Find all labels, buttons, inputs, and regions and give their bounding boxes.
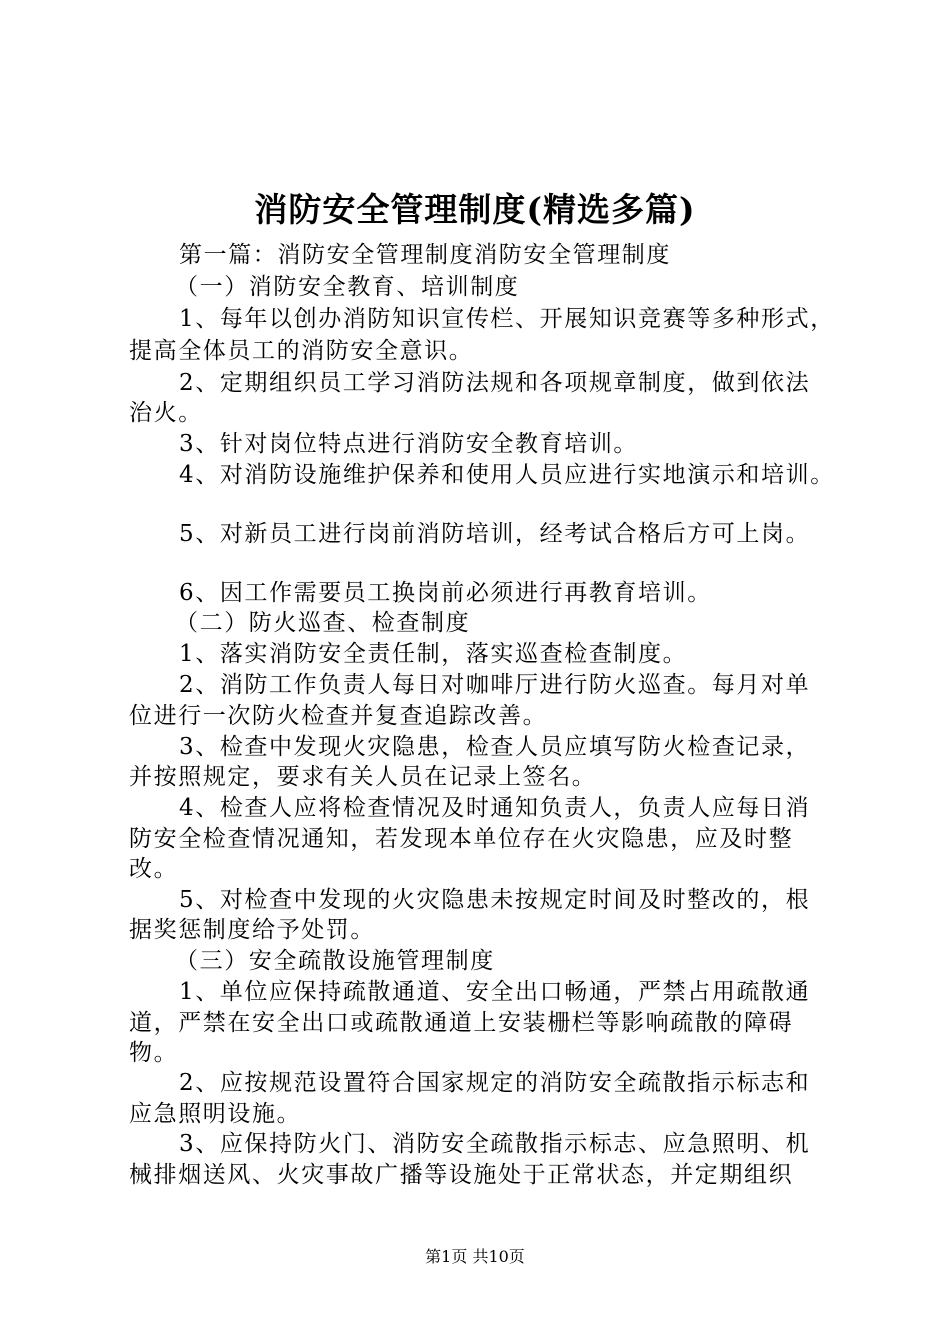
subsection-heading: （三）安全疏散设施管理制度 [175,948,495,974]
paragraph-line: 2、定期组织员工学习消防法规和各项规章制度，做到依法 [179,370,811,396]
paragraph-line: 位进行一次防火检查并复查追踪改善。 [129,703,548,729]
subsection-heading: （二）防火巡查、检查制度 [175,610,471,636]
paragraph-line: 治火。 [129,400,203,426]
paragraph-line: 并按照规定，要求有关人员在记录上签名。 [129,764,597,790]
paragraph-line: 3、检查中发现火灾隐患，检查人员应填写防火检查记录， [179,734,811,760]
subsection-heading: （一）消防安全教育、培训制度 [175,274,520,300]
paragraph-line: 1、单位应保持疏散通道、安全出口畅通，严禁占用疏散通 [179,979,811,1005]
paragraph-line: 1、每年以创办消防知识宣传栏、开展知识竞赛等多种形式， [179,306,835,332]
paragraph-line: 据奖惩制度给予处罚。 [129,917,375,943]
document-title: 消防安全管理制度(精选多篇) [254,190,696,229]
paragraph-line: 6、因工作需要员工换岗前必须进行再教育培训。 [179,580,712,606]
paragraph-line: 2、应按规范设置符合国家规定的消防安全疏散指示标志和 [179,1070,811,1096]
paragraph-line: 4、对消防设施维护保养和使用人员应进行实地演示和培训。 [179,462,835,488]
paragraph-line: 道，严禁在安全出口或疏散通道上安装栅栏等影响疏散的障碍 [129,1010,794,1036]
paragraph-line: 物。 [129,1040,179,1066]
paragraph-line: 提高全体员工的消防安全意识。 [129,338,474,364]
paragraph-line: 1、落实消防安全责任制，落实巡查检查制度。 [179,641,688,667]
paragraph-line: 械排烟送风、火灾事故广播等设施处于正常状态，并定期组织 [129,1162,794,1188]
paragraph-line: 3、针对岗位特点进行消防安全教育培训。 [179,431,639,457]
paragraph-line: 2、消防工作负责人每日对咖啡厅进行防火巡查。每月对单 [179,672,811,698]
paragraph-line: 防安全检查情况通知，若发现本单位存在火灾隐患，应及时整 [129,826,794,852]
section-heading: 第一篇：消防安全管理制度消防安全管理制度 [179,242,671,268]
paragraph-line: 改。 [129,856,179,882]
paragraph-line: 4、检查人应将检查情况及时通知负责人，负责人应每日消 [179,795,811,821]
page-number-footer: 第1页 共10页 [425,1247,525,1266]
paragraph-line: 应急照明设施。 [129,1101,302,1127]
paragraph-line: 3、应保持防火门、消防安全疏散指示标志、应急照明、机 [179,1131,811,1157]
paragraph-line: 5、对新员工进行岗前消防培训，经考试合格后方可上岗。 [179,521,811,547]
paragraph-line: 5、对检查中发现的火灾隐患未按规定时间及时整改的，根 [179,887,811,913]
